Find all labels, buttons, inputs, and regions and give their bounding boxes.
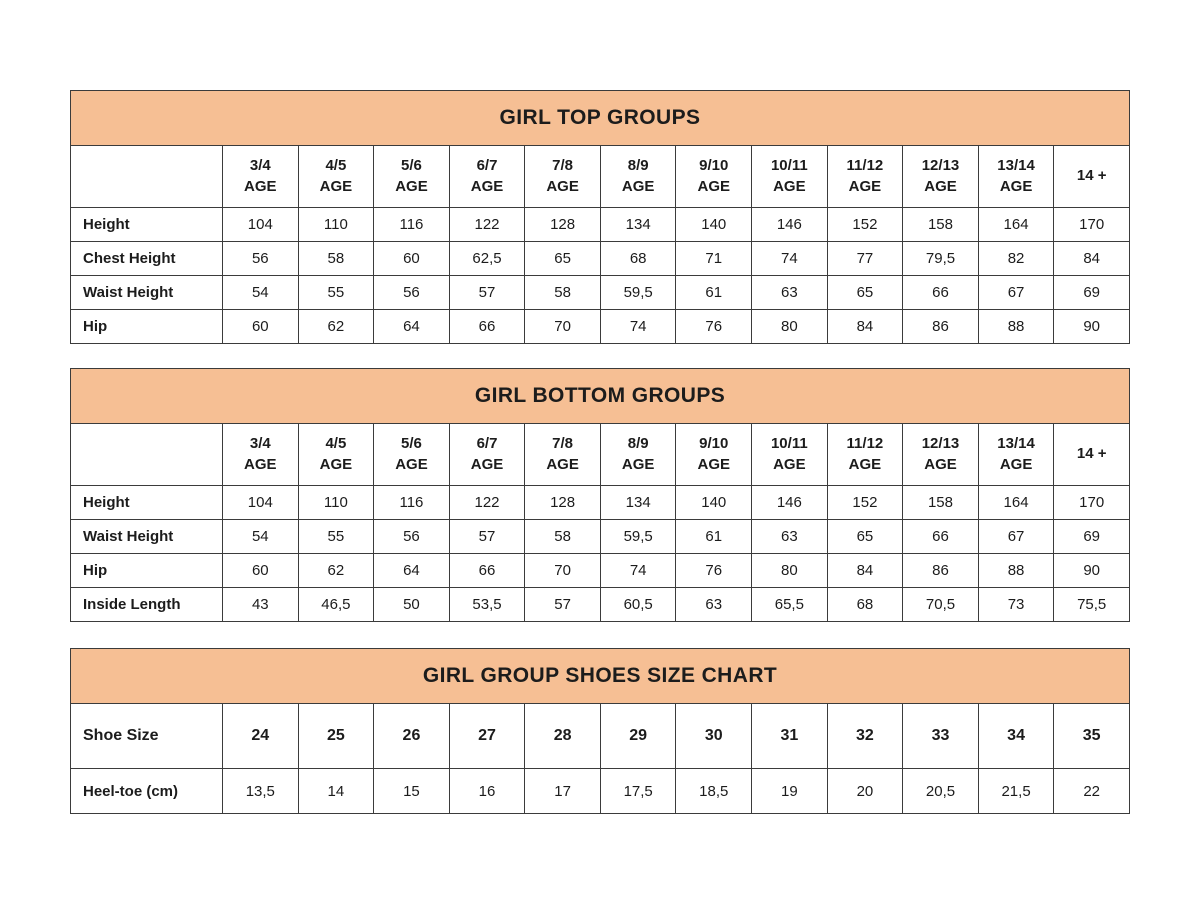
column-header-line2: AGE bbox=[319, 177, 353, 195]
column-header-line1: 6/7 bbox=[476, 435, 498, 453]
row-label: Heel-toe (cm) bbox=[71, 769, 223, 814]
value-cell: 53,5 bbox=[449, 588, 525, 622]
column-header-line2: AGE bbox=[470, 177, 504, 195]
row-label: Inside Length bbox=[71, 588, 223, 622]
value-cell: 70 bbox=[525, 310, 601, 344]
column-header-line1: 11/12 bbox=[846, 435, 884, 453]
column-header bbox=[600, 424, 676, 486]
column-header-line2: AGE bbox=[395, 455, 428, 473]
column-header bbox=[1054, 704, 1130, 769]
value-cell: 170 bbox=[1054, 208, 1130, 242]
value-cell: 104 bbox=[223, 208, 299, 242]
value-cell: 62 bbox=[298, 310, 374, 344]
column-header-line1: 11/12 bbox=[846, 157, 884, 175]
column-header bbox=[1054, 146, 1130, 208]
column-header-line2: AGE bbox=[773, 177, 806, 195]
column-header-line1: 5/6 bbox=[401, 435, 422, 453]
value-cell: 122 bbox=[449, 208, 525, 242]
column-header-line1: 31 bbox=[780, 727, 799, 745]
row-label: Hip bbox=[71, 554, 223, 588]
value-cell: 57 bbox=[449, 520, 525, 554]
column-header-row bbox=[71, 424, 1130, 486]
value-cell: 170 bbox=[1054, 486, 1130, 520]
value-cell: 60,5 bbox=[600, 588, 676, 622]
column-header bbox=[676, 424, 752, 486]
column-header-line1: 12/13 bbox=[921, 157, 960, 175]
value-cell: 58 bbox=[525, 276, 601, 310]
value-cell: 66 bbox=[903, 276, 979, 310]
column-header-line1: 14 + bbox=[1076, 445, 1107, 463]
value-cell: 90 bbox=[1054, 310, 1130, 344]
value-cell: 60 bbox=[374, 242, 450, 276]
value-cell: 77 bbox=[827, 242, 903, 276]
column-header-line2: AGE bbox=[848, 455, 882, 473]
column-header bbox=[903, 146, 979, 208]
column-header bbox=[1054, 424, 1130, 486]
value-cell: 164 bbox=[978, 208, 1054, 242]
value-cell: 84 bbox=[827, 310, 903, 344]
value-cell: 61 bbox=[676, 276, 752, 310]
value-cell: 65 bbox=[827, 276, 903, 310]
value-cell: 84 bbox=[1054, 242, 1130, 276]
column-header-line2: AGE bbox=[244, 177, 277, 195]
column-header-line2: AGE bbox=[470, 455, 504, 473]
value-cell: 152 bbox=[827, 486, 903, 520]
value-cell: 63 bbox=[752, 276, 828, 310]
value-cell: 65,5 bbox=[752, 588, 828, 622]
table-row bbox=[71, 520, 1130, 554]
value-cell: 88 bbox=[978, 554, 1054, 588]
column-header-line1: 29 bbox=[629, 727, 648, 745]
row-label: Hip bbox=[71, 310, 223, 344]
value-cell: 58 bbox=[298, 242, 374, 276]
value-cell: 46,5 bbox=[298, 588, 374, 622]
value-cell: 67 bbox=[978, 520, 1054, 554]
value-cell: 54 bbox=[223, 520, 299, 554]
value-cell: 146 bbox=[752, 486, 828, 520]
column-header-row bbox=[71, 704, 1130, 769]
value-cell: 62 bbox=[298, 554, 374, 588]
value-cell: 158 bbox=[903, 208, 979, 242]
value-cell: 158 bbox=[903, 486, 979, 520]
table-row bbox=[71, 310, 1130, 344]
value-cell: 50 bbox=[374, 588, 450, 622]
column-header bbox=[600, 704, 676, 769]
column-header-line1: 3/4 bbox=[249, 157, 271, 175]
value-cell: 82 bbox=[978, 242, 1054, 276]
column-header bbox=[525, 424, 601, 486]
value-cell: 13,5 bbox=[223, 769, 299, 814]
value-cell: 74 bbox=[600, 310, 676, 344]
column-header-line2: AGE bbox=[773, 455, 806, 473]
table-title: GIRL BOTTOM GROUPS bbox=[71, 369, 1130, 424]
value-cell: 59,5 bbox=[600, 276, 676, 310]
girl-bottom-groups-table bbox=[70, 368, 1130, 622]
value-cell: 140 bbox=[676, 486, 752, 520]
value-cell: 128 bbox=[525, 208, 601, 242]
value-cell: 56 bbox=[374, 276, 450, 310]
table-row bbox=[71, 769, 1130, 814]
value-cell: 21,5 bbox=[978, 769, 1054, 814]
value-cell: 86 bbox=[903, 310, 979, 344]
table-row bbox=[71, 208, 1130, 242]
column-header-line2: AGE bbox=[621, 177, 655, 195]
column-header-line2: AGE bbox=[621, 455, 655, 473]
value-cell: 76 bbox=[676, 310, 752, 344]
column-header-line1: 13/14 bbox=[997, 157, 1035, 175]
value-cell: 152 bbox=[827, 208, 903, 242]
column-header-line1: 7/8 bbox=[552, 435, 574, 453]
column-header bbox=[827, 704, 903, 769]
column-header bbox=[600, 146, 676, 208]
column-header bbox=[223, 146, 299, 208]
column-header-line1: 13/14 bbox=[997, 435, 1035, 453]
corner-cell bbox=[71, 146, 223, 208]
table-row bbox=[71, 276, 1130, 310]
row-label: Waist Height bbox=[71, 520, 223, 554]
column-header bbox=[827, 424, 903, 486]
value-cell: 59,5 bbox=[600, 520, 676, 554]
value-cell: 57 bbox=[525, 588, 601, 622]
value-cell: 68 bbox=[600, 242, 676, 276]
value-cell: 76 bbox=[676, 554, 752, 588]
column-header-line1: 6/7 bbox=[476, 157, 498, 175]
column-header-line1: 35 bbox=[1082, 727, 1101, 745]
column-header-line2: AGE bbox=[697, 177, 731, 195]
value-cell: 140 bbox=[676, 208, 752, 242]
value-cell: 75,5 bbox=[1054, 588, 1130, 622]
value-cell: 22 bbox=[1054, 769, 1130, 814]
column-header bbox=[449, 146, 525, 208]
column-header-line2: AGE bbox=[395, 177, 428, 195]
table-row bbox=[71, 588, 1130, 622]
size-table bbox=[70, 368, 1130, 622]
column-header bbox=[449, 704, 525, 769]
value-cell: 63 bbox=[676, 588, 752, 622]
column-header-line1: 25 bbox=[326, 727, 345, 745]
column-header bbox=[449, 424, 525, 486]
value-cell: 104 bbox=[223, 486, 299, 520]
row-label: Chest Height bbox=[71, 242, 223, 276]
value-cell: 65 bbox=[525, 242, 601, 276]
value-cell: 68 bbox=[827, 588, 903, 622]
value-cell: 110 bbox=[298, 486, 374, 520]
column-header-line1: 27 bbox=[478, 727, 496, 745]
value-cell: 74 bbox=[600, 554, 676, 588]
column-header-line1: 10/11 bbox=[770, 157, 808, 175]
girl-top-groups-table bbox=[70, 90, 1130, 344]
table-row bbox=[71, 242, 1130, 276]
column-header bbox=[374, 704, 450, 769]
value-cell: 16 bbox=[449, 769, 525, 814]
column-header-line1: 24 bbox=[251, 727, 270, 745]
value-cell: 80 bbox=[752, 554, 828, 588]
column-header bbox=[752, 424, 828, 486]
value-cell: 15 bbox=[374, 769, 450, 814]
column-header bbox=[752, 704, 828, 769]
column-header-line2: AGE bbox=[319, 455, 353, 473]
column-header-line2: AGE bbox=[924, 455, 957, 473]
value-cell: 20 bbox=[827, 769, 903, 814]
column-header-line1: 12/13 bbox=[921, 435, 960, 453]
value-cell: 17 bbox=[525, 769, 601, 814]
table-title: GIRL TOP GROUPS bbox=[71, 91, 1130, 146]
column-header-line1: 9/10 bbox=[699, 157, 729, 175]
column-header bbox=[827, 146, 903, 208]
value-cell: 73 bbox=[978, 588, 1054, 622]
column-header bbox=[223, 424, 299, 486]
column-header-line2: AGE bbox=[924, 177, 957, 195]
column-header-row bbox=[71, 146, 1130, 208]
value-cell: 128 bbox=[525, 486, 601, 520]
column-header bbox=[752, 146, 828, 208]
value-cell: 80 bbox=[752, 310, 828, 344]
value-cell: 55 bbox=[298, 520, 374, 554]
column-header bbox=[978, 704, 1054, 769]
value-cell: 79,5 bbox=[903, 242, 979, 276]
column-header bbox=[374, 424, 450, 486]
value-cell: 64 bbox=[374, 310, 450, 344]
value-cell: 20,5 bbox=[903, 769, 979, 814]
column-header-line2: AGE bbox=[848, 177, 882, 195]
value-cell: 122 bbox=[449, 486, 525, 520]
column-header-line1: 28 bbox=[553, 727, 572, 745]
column-header-line2: AGE bbox=[546, 177, 579, 195]
column-header-line2: AGE bbox=[244, 455, 277, 473]
value-cell: 116 bbox=[374, 208, 450, 242]
value-cell: 56 bbox=[374, 520, 450, 554]
column-header-line1: 33 bbox=[931, 727, 950, 745]
column-header bbox=[978, 146, 1054, 208]
column-header-line1: 3/4 bbox=[249, 435, 271, 453]
value-cell: 74 bbox=[752, 242, 828, 276]
column-header-line2: AGE bbox=[999, 177, 1033, 195]
column-header-line1: 8/9 bbox=[627, 157, 649, 175]
value-cell: 55 bbox=[298, 276, 374, 310]
value-cell: 70 bbox=[525, 554, 601, 588]
column-header bbox=[903, 424, 979, 486]
column-header bbox=[298, 704, 374, 769]
size-table bbox=[70, 648, 1130, 814]
value-cell: 56 bbox=[223, 242, 299, 276]
value-cell: 116 bbox=[374, 486, 450, 520]
value-cell: 67 bbox=[978, 276, 1054, 310]
girl-shoes-size-chart-table bbox=[70, 648, 1130, 814]
value-cell: 43 bbox=[223, 588, 299, 622]
value-cell: 90 bbox=[1054, 554, 1130, 588]
value-cell: 164 bbox=[978, 486, 1054, 520]
value-cell: 58 bbox=[525, 520, 601, 554]
value-cell: 84 bbox=[827, 554, 903, 588]
column-header-line1: 10/11 bbox=[770, 435, 808, 453]
table-row bbox=[71, 486, 1130, 520]
column-header bbox=[298, 146, 374, 208]
size-table bbox=[70, 90, 1130, 344]
column-header-line1: 4/5 bbox=[325, 157, 347, 175]
value-cell: 17,5 bbox=[600, 769, 676, 814]
column-header bbox=[676, 146, 752, 208]
value-cell: 66 bbox=[449, 310, 525, 344]
value-cell: 57 bbox=[449, 276, 525, 310]
value-cell: 60 bbox=[223, 310, 299, 344]
value-cell: 88 bbox=[978, 310, 1054, 344]
column-header-line1: 26 bbox=[402, 727, 421, 745]
value-cell: 66 bbox=[449, 554, 525, 588]
value-cell: 86 bbox=[903, 554, 979, 588]
column-header-line1: 7/8 bbox=[552, 157, 574, 175]
value-cell: 64 bbox=[374, 554, 450, 588]
column-header-line1: 32 bbox=[856, 727, 874, 745]
column-header bbox=[298, 424, 374, 486]
column-header-line1: 5/6 bbox=[401, 157, 422, 175]
column-header-line1: 34 bbox=[1007, 727, 1025, 745]
value-cell: 18,5 bbox=[676, 769, 752, 814]
column-header-line1: 8/9 bbox=[627, 435, 649, 453]
row-label: Height bbox=[71, 486, 223, 520]
column-header-line1: 30 bbox=[704, 727, 723, 745]
value-cell: 62,5 bbox=[449, 242, 525, 276]
row-label: Height bbox=[71, 208, 223, 242]
column-header-line2: AGE bbox=[546, 455, 579, 473]
value-cell: 134 bbox=[600, 486, 676, 520]
table-title: GIRL GROUP SHOES SIZE CHART bbox=[71, 649, 1130, 704]
value-cell: 134 bbox=[600, 208, 676, 242]
value-cell: 19 bbox=[752, 769, 828, 814]
column-header bbox=[525, 704, 601, 769]
column-header-line1: 4/5 bbox=[325, 435, 347, 453]
value-cell: 70,5 bbox=[903, 588, 979, 622]
value-cell: 71 bbox=[676, 242, 752, 276]
row-label: Waist Height bbox=[71, 276, 223, 310]
value-cell: 61 bbox=[676, 520, 752, 554]
value-cell: 110 bbox=[298, 208, 374, 242]
row-label-shoe-size: Shoe Size bbox=[71, 704, 223, 769]
column-header-line1: 14 + bbox=[1076, 167, 1107, 185]
value-cell: 66 bbox=[903, 520, 979, 554]
column-header-line2: AGE bbox=[999, 455, 1033, 473]
column-header bbox=[978, 424, 1054, 486]
column-header bbox=[903, 704, 979, 769]
value-cell: 60 bbox=[223, 554, 299, 588]
column-header-line2: AGE bbox=[697, 455, 731, 473]
corner-cell bbox=[71, 424, 223, 486]
column-header bbox=[525, 146, 601, 208]
value-cell: 69 bbox=[1054, 276, 1130, 310]
value-cell: 54 bbox=[223, 276, 299, 310]
value-cell: 63 bbox=[752, 520, 828, 554]
column-header-line1: 9/10 bbox=[699, 435, 729, 453]
column-header bbox=[374, 146, 450, 208]
column-header bbox=[223, 704, 299, 769]
value-cell: 14 bbox=[298, 769, 374, 814]
column-header bbox=[676, 704, 752, 769]
table-row bbox=[71, 554, 1130, 588]
value-cell: 146 bbox=[752, 208, 828, 242]
value-cell: 69 bbox=[1054, 520, 1130, 554]
value-cell: 65 bbox=[827, 520, 903, 554]
